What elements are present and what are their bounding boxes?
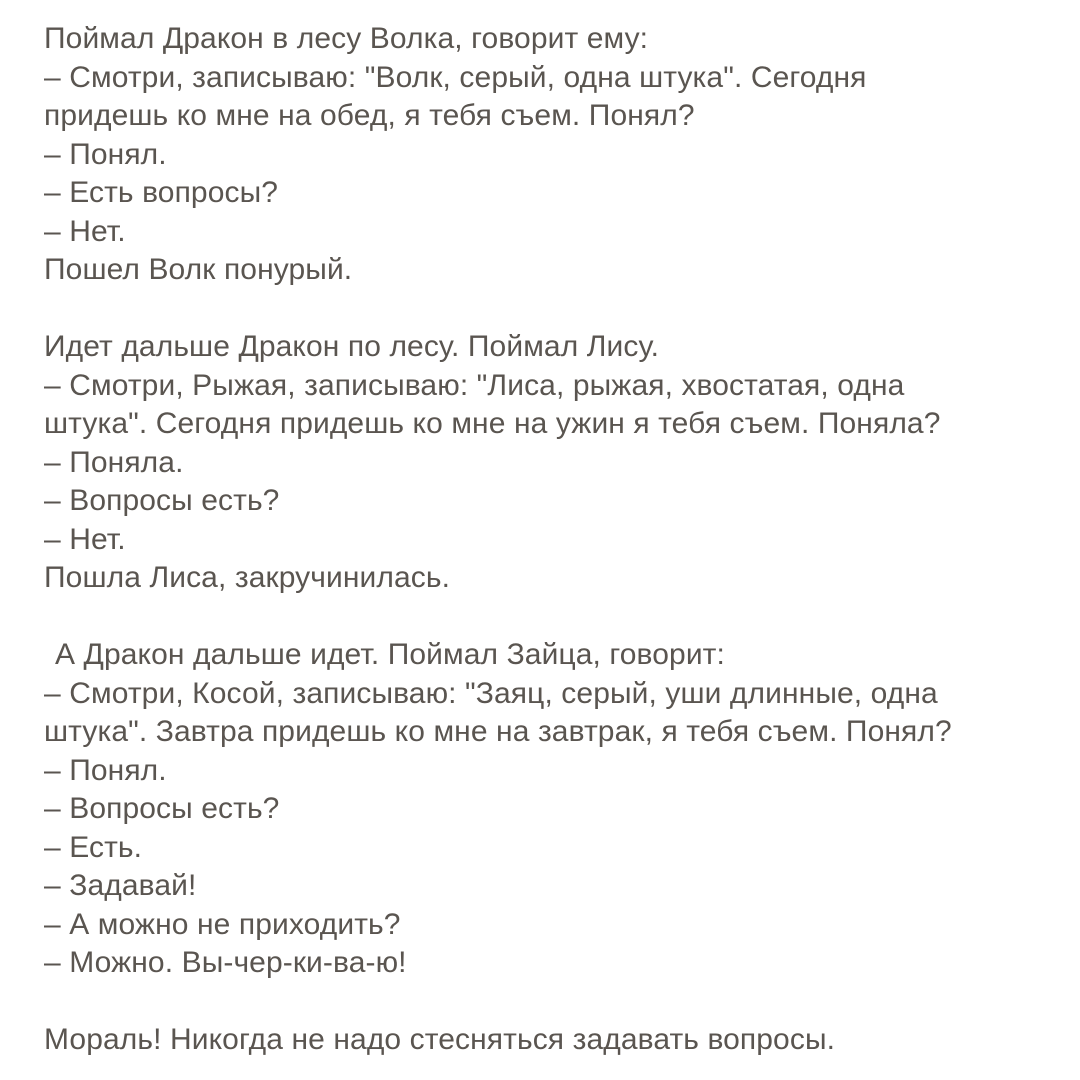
paragraph-spacer — [44, 983, 1064, 1022]
wolf-line-4: – Понял. — [44, 137, 167, 171]
hare-line-8: – А можно не приходить? — [44, 907, 401, 941]
fox-line-5: – Вопросы есть? — [44, 484, 280, 517]
wolf-line-7: Пошел Волк понурый. — [44, 253, 353, 286]
hare-line-9: – Можно. Вы-чер-ки-ва-ю! — [44, 946, 407, 979]
joke-text — [44, 20, 1064, 1060]
wolf-line-3: придешь ко мне на обед, я тебя съем. Понял? — [44, 99, 695, 132]
moral-line: Мораль! Никогда не надо стесняться задавать вопросы. — [44, 1023, 836, 1056]
hare-paragraph — [44, 636, 1064, 983]
hare-line-5: – Вопросы есть? — [44, 792, 280, 825]
fox-line-6: – Нет. — [44, 522, 126, 556]
hare-line-1: А Дракон дальше идет. Поймал Зайца, говорит: — [55, 638, 725, 671]
hare-line-3: штука". Завтра придешь ко мне на завтрак, я тебя съем. Понял? — [44, 715, 952, 748]
fox-line-2: – Смотри, Рыжая, записываю: "Лиса, рыжая, хвостатая, одна — [44, 368, 905, 402]
fox-line-7: Пошла Лиса, закручинилась. — [44, 561, 451, 594]
wolf-line-2: – Смотри, записываю: "Волк, серый, одна штука". Сегодня — [44, 60, 867, 94]
hare-line-7: – Задавай! — [44, 869, 197, 902]
wolf-line-5: – Есть вопросы? — [44, 176, 279, 209]
wolf-line-1: Поймал Дракон в лесу Волка, говорит ему: — [44, 22, 649, 55]
wolf-paragraph — [44, 20, 1064, 290]
fox-paragraph — [44, 328, 1064, 598]
hare-line-2: – Смотри, Косой, записываю: "Заяц, серый, уши длинные, одна — [44, 676, 938, 710]
hare-line-4: – Понял. — [44, 753, 167, 787]
fox-line-3: штука". Сегодня придешь ко мне на ужин я тебя съем. Поняла? — [44, 407, 941, 440]
fox-line-1: Идет дальше Дракон по лесу. Поймал Лису. — [44, 330, 660, 363]
paragraph-spacer — [44, 290, 1064, 329]
hare-line-6: – Есть. — [44, 830, 143, 864]
paragraph-spacer — [44, 598, 1064, 637]
fox-line-4: – Поняла. — [44, 445, 184, 479]
wolf-line-6: – Нет. — [44, 214, 126, 248]
